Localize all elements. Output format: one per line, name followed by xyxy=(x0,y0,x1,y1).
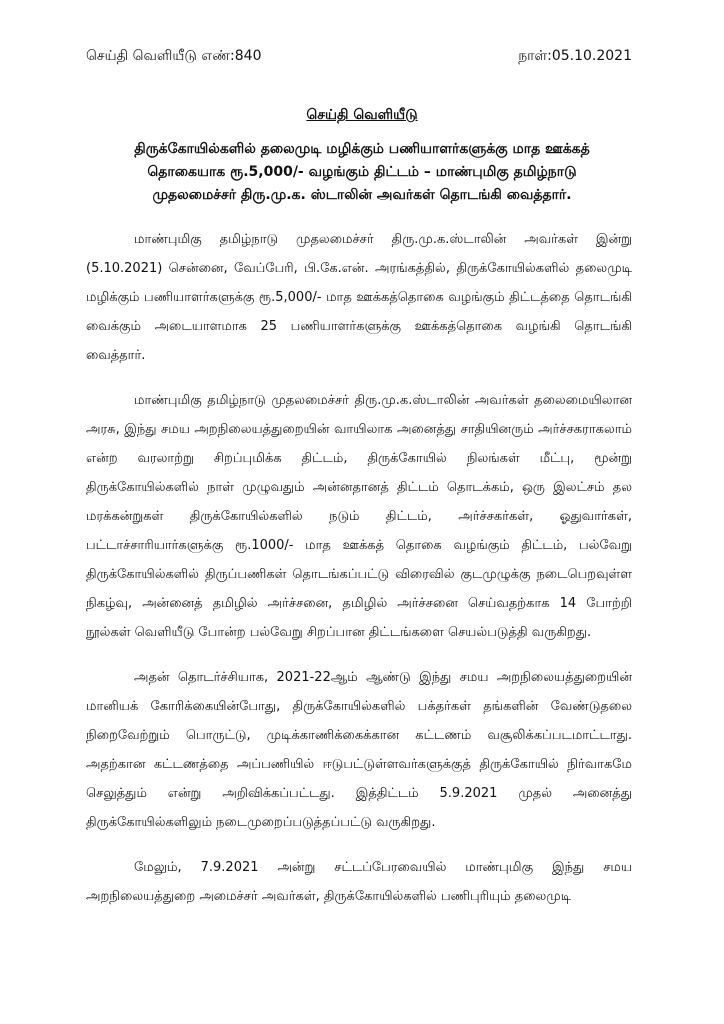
document-body xyxy=(86,225,632,927)
paragraph-4: மேலும், 7.9.2021 அன்று சட்டப்பேரவையில் மாண்புமிகு இந்து சமய அறநிலையத்துறை அமைச்சர் அவர்கள், திருக்கோயில்களில் பணிபுரியும் தலைமுடி xyxy=(86,860,632,904)
document-subtitle: திருக்கோயில்களில் தலைமுடி மழிக்கும் பணியாளர்களுக்கு மாத ஊக்கத் தொகையாக ரூ.5,000/- வழங்கும் திட்டம் – மாண்புமிகு தமிழ்நாடு முதலமைச்சர் திரு.மு.க. ஸ்டாலின் அவர்கள் தொடங்கி வைத்தார். xyxy=(134,141,590,203)
release-date: நாள்:05.10.2021 xyxy=(518,48,632,64)
paragraph-2: மாண்புமிகு தமிழ்நாடு முதலமைச்சர் திரு.மு.க.ஸ்டாலின் அவர்கள் தலைமையிலான அரசு, இந்து சமய அறநிலையத்துறையின் வாயிலாக அனைத்து சாதியினரும் அர்ச்சகராகலாம் என்ற வரலாற்று சிறப்புமிக்க திட்டம், திருக்கோயில் நிலங்கள் மீட்பு, மூன்று திருக்கோயில்களில் நாள் முழுவதும் அன்னதானத் திட்டம் தொடக்கம், ஒரு இலட்சம் தல மரக்கன்றுகள் திருக்கோயில்களில் நடும் திட்டம், அர்ச்சகர்கள், ஓதுவார்கள், பட்டாச்சாரியார்களுக்கு ரூ.1000/- மாத ஊக்கத் தொகை வழங்கும் திட்டம், பல்வேறு திருக்கோயில்களில் திருப்பணிகள் தொடங்கப்பட்டு விரைவில் குடமுழுக்கு நடைபெறவுள்ள நிகழ்வு, அன்னைத் தமிழில் அர்ச்சனை, தமிழில் அர்ச்சனை செய்வதற்காக 14 போற்றி நூல்கள் வெளியீடு போன்ற பல்வேறு சிறப்பான திட்டங்களை செயல்படுத்தி வருகிறது. xyxy=(86,393,632,640)
release-number: செய்தி வெளியீடு எண்:840 xyxy=(86,48,262,64)
paragraph-1: மாண்புமிகு தமிழ்நாடு முதலமைச்சர் திரு.மு.க.ஸ்டாலின் அவர்கள் இன்று (5.10.2021) சென்னை, வேப்பேரி, பி.கே.என். அரங்கத்தில், திருக்கோயில்களில் தலைமுடி மழிக்கும் பணியாளர்களுக்கு ரூ.5,000/- மாத ஊக்கத்தொகை வழங்கும் திட்டத்தை தொடங்கி வைக்கும் அடையாளமாக 25 பணியாளர்களுக்கு ஊக்கத்தொகை வழங்கி தொடங்கி வைத்தார். xyxy=(86,232,632,363)
paragraph-3: அதன் தொடர்ச்சியாக, 2021-22ஆம் ஆண்டு இந்து சமய அறநிலையத்துறையின் மானியக் கோரிக்கையின்போது, திருக்கோயில்களில் பக்தர்கள் தங்களின் வேண்டுதலை நிறைவேற்றும் பொருட்டு, முடிக்காணிக்கைக்கான கட்டணம் வசூலிக்கப்படமாட்டாது. அதற்கான கட்டணத்தை அப்பணியில் ஈடுபட்டுள்ளவர்களுக்குத் திருக்கோயில் நிர்வாகமே செலுத்தும் என்று அறிவிக்கப்பட்டது. இத்திட்டம் 5.9.2021 முதல் அனைத்து திருக்கோயில்களிலும் நடைமுறைப்படுத்தப்பட்டு வருகிறது. xyxy=(86,670,632,830)
page-title: செய்தி வெளியீடு xyxy=(306,107,418,123)
